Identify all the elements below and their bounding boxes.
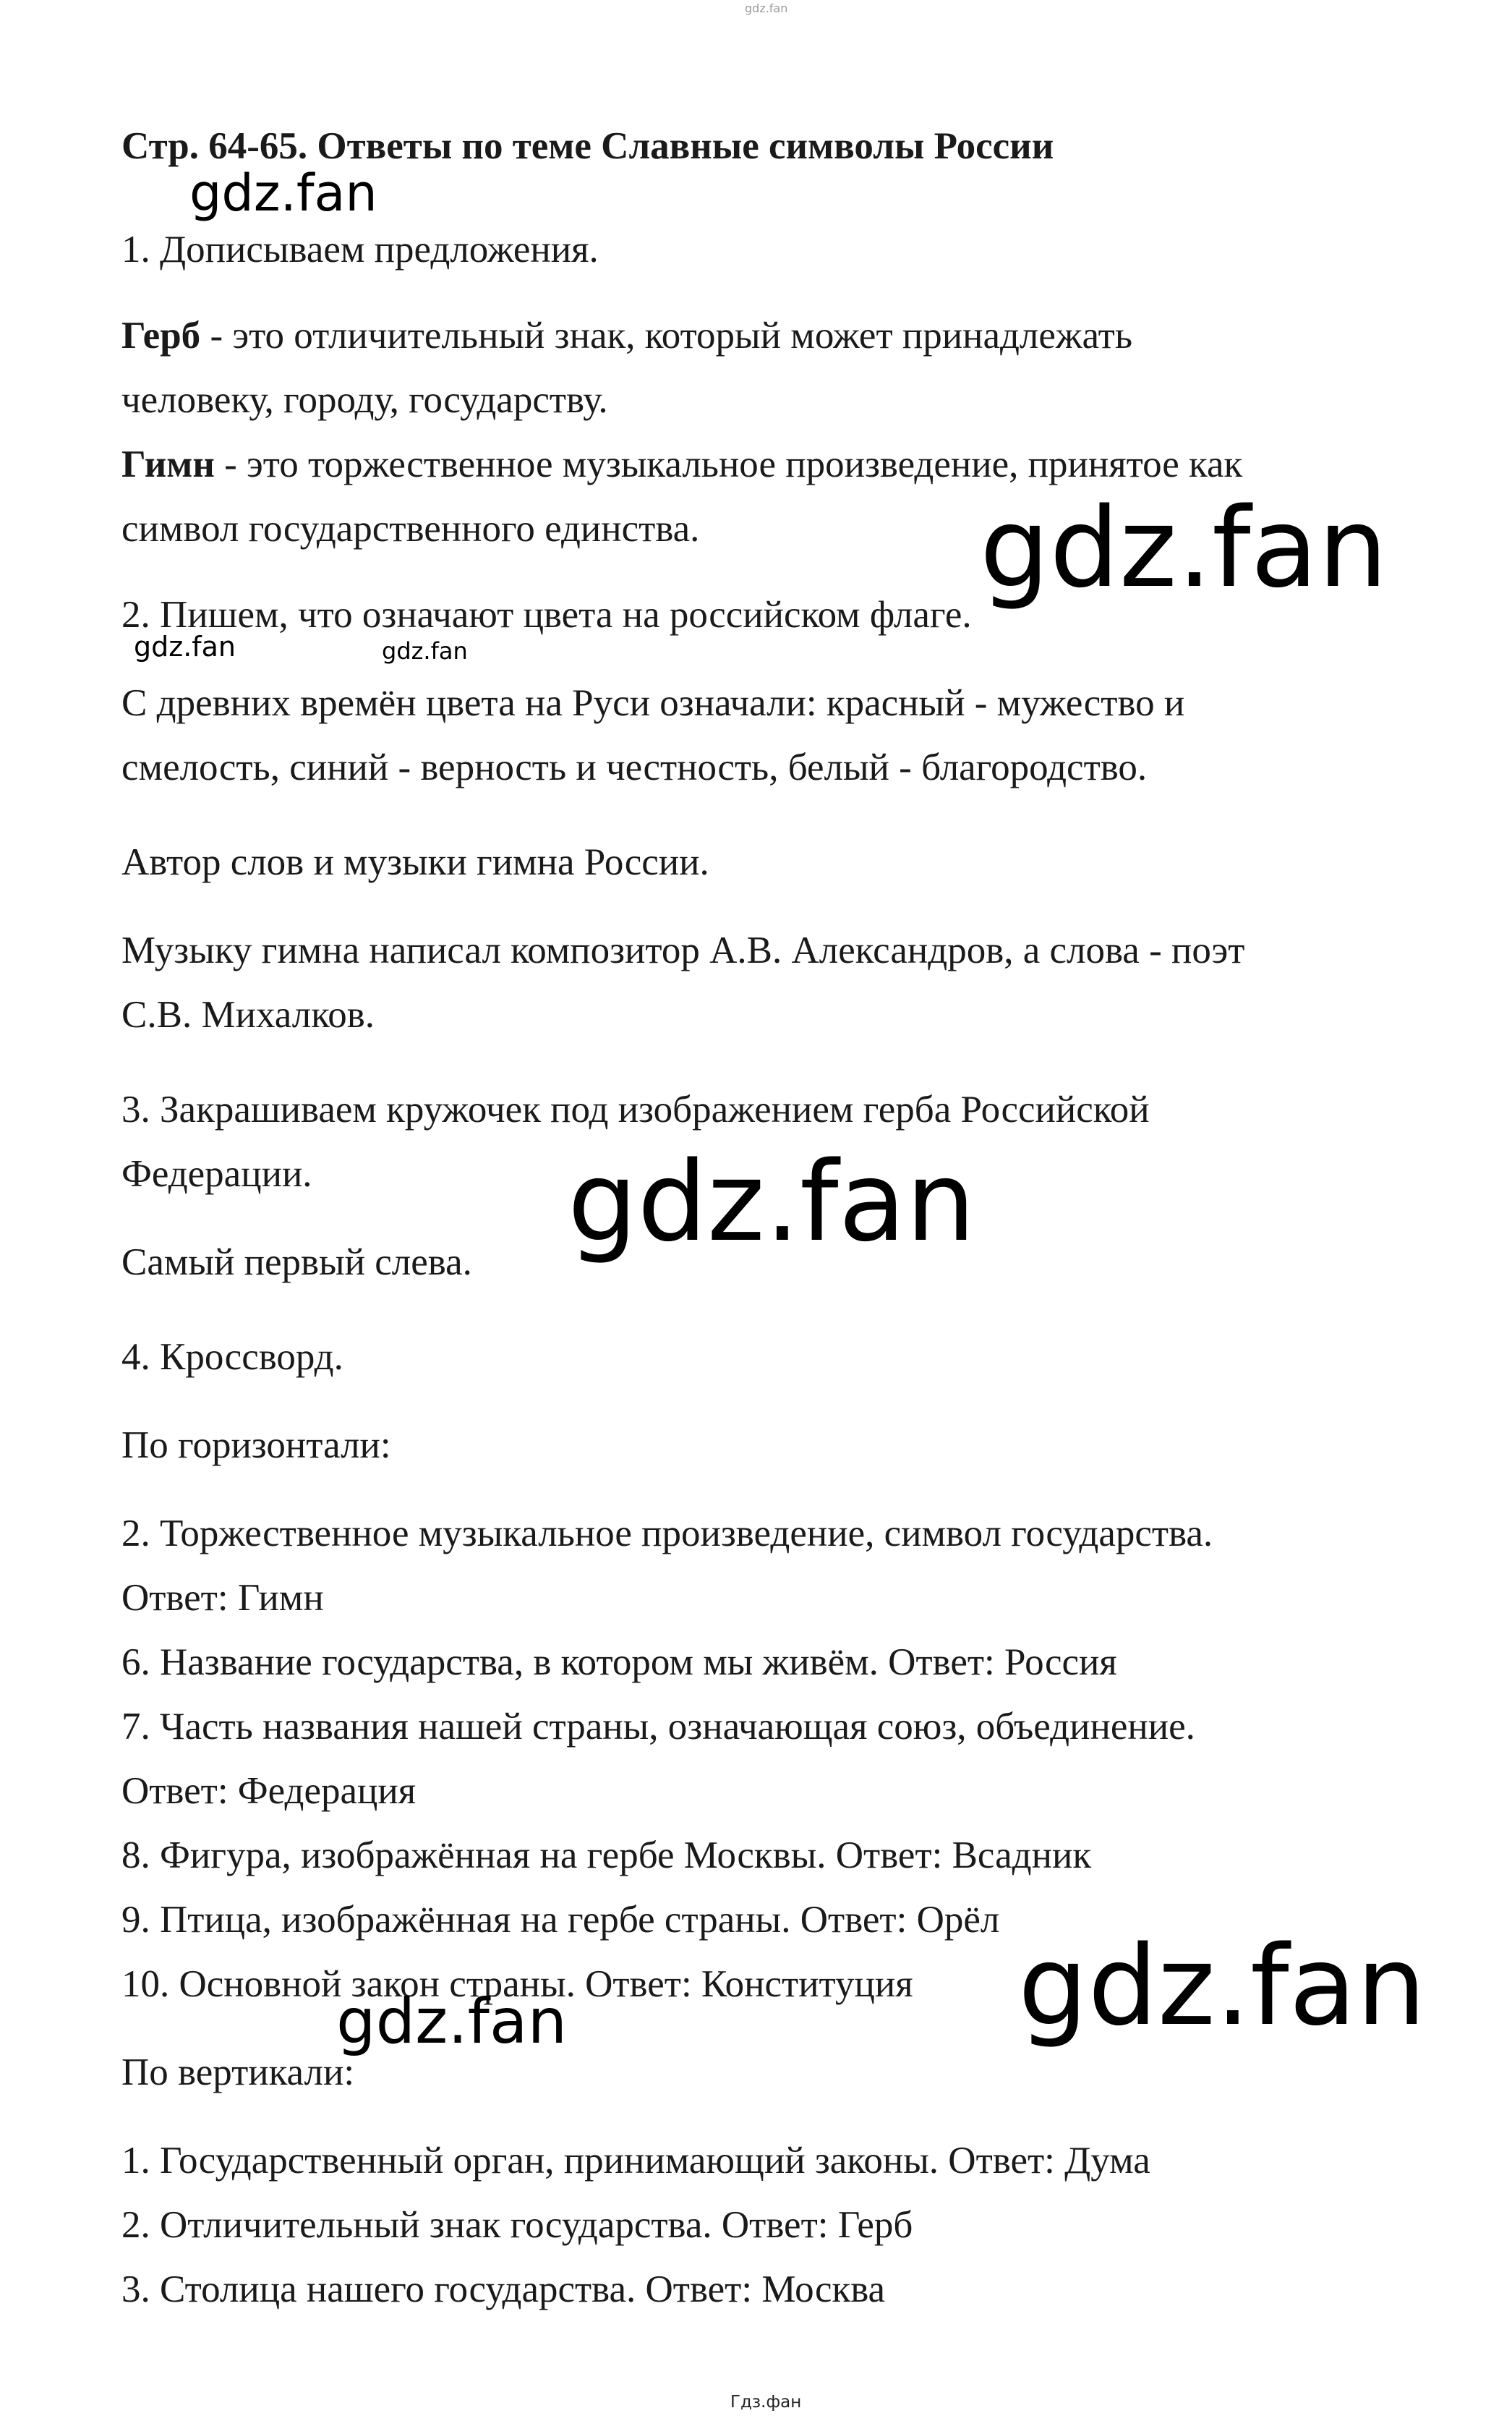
vertical-clue: 1. Государственный орган, принимающий законы. Ответ: Дума bbox=[121, 2140, 1150, 2182]
gimn-definition-text: - это торжественное музыкальное произведение, принятое как bbox=[214, 443, 1243, 485]
vertical-title: По вертикали: bbox=[121, 2051, 355, 2093]
anthem-author-question: Автор слов и музыки гимна России. bbox=[121, 841, 709, 883]
watermark: gdz.fan bbox=[382, 637, 468, 665]
page-title: Стр. 64-65. Ответы по теме Славные символы России bbox=[121, 125, 1054, 167]
page-footer: Гдз.фан bbox=[730, 2393, 802, 2412]
task4-title: 4. Кроссворд. bbox=[121, 1336, 343, 1378]
task3-answer: Самый первый слева. bbox=[121, 1241, 472, 1283]
task3-title-line2: Федерации. bbox=[121, 1153, 312, 1195]
watermark: gdz.fan bbox=[134, 631, 236, 663]
horizontal-clue: 10. Основной закон страны. Ответ: Конституция bbox=[121, 1963, 913, 2005]
task3-title-line1: 3. Закрашиваем кружочек под изображением герба Российской bbox=[121, 1089, 1150, 1131]
anthem-author-answer-line1: Музыку гимна написал композитор А.В. Александров, а слова - поэт bbox=[121, 929, 1245, 971]
watermark: gdz.fan bbox=[189, 163, 377, 223]
flag-colors-line1: С древних времён цвета на Руси означали: красный - мужество и bbox=[121, 682, 1185, 724]
gerb-definition-text: - это отличительный знак, который может принадлежать bbox=[200, 315, 1133, 357]
gimn-definition-line1 bbox=[121, 441, 1242, 488]
horizontal-clue: 6. Название государства, в котором мы живём. Ответ: Россия bbox=[121, 1641, 1117, 1683]
horizontal-clue: 8. Фигура, изображённая на гербе Москвы. Ответ: Всадник bbox=[121, 1834, 1092, 1876]
watermark: gdz.fan bbox=[980, 484, 1388, 612]
watermark: gdz.fan bbox=[1018, 1922, 1427, 2050]
horizontal-clue: 7. Часть названия нашей страны, означающая союз, объединение. bbox=[121, 1706, 1195, 1748]
gerb-term: Герб bbox=[121, 315, 201, 357]
gimn-term: Гимн bbox=[121, 443, 215, 485]
vertical-clue: 2. Отличительный знак государства. Ответ: Герб bbox=[121, 2204, 913, 2246]
horizontal-answer: Ответ: Федерация bbox=[121, 1770, 417, 1812]
horizontal-clue: 9. Птица, изображённая на гербе страны. Ответ: Орёл bbox=[121, 1899, 1000, 1941]
watermark: gdz.fan bbox=[568, 1138, 976, 1266]
gerb-definition-line1 bbox=[121, 312, 1132, 359]
watermark: gdz.fan bbox=[336, 1986, 568, 2058]
task1-title: 1. Дописываем предложения. bbox=[121, 229, 599, 271]
vertical-clue: 3. Столица нашего государства. Ответ: Москва bbox=[121, 2268, 886, 2310]
horizontal-clue: 2. Торжественное музыкальное произведение, символ государства. bbox=[121, 1512, 1213, 1554]
horizontal-answer: Ответ: Гимн bbox=[121, 1577, 324, 1619]
header-watermark: gdz.fan bbox=[745, 1, 788, 15]
gerb-definition-line2: человеку, городу, государству. bbox=[121, 379, 608, 421]
gimn-definition-line2: символ государственного единства. bbox=[121, 508, 700, 550]
anthem-author-answer-line2: С.В. Михалков. bbox=[121, 994, 375, 1036]
horizontal-title: По горизонтали: bbox=[121, 1424, 391, 1466]
flag-colors-line2: смелость, синий - верность и честность, белый - благородство. bbox=[121, 746, 1148, 788]
task2-title: 2. Пишем, что означают цвета на российском флаге. bbox=[121, 594, 972, 636]
